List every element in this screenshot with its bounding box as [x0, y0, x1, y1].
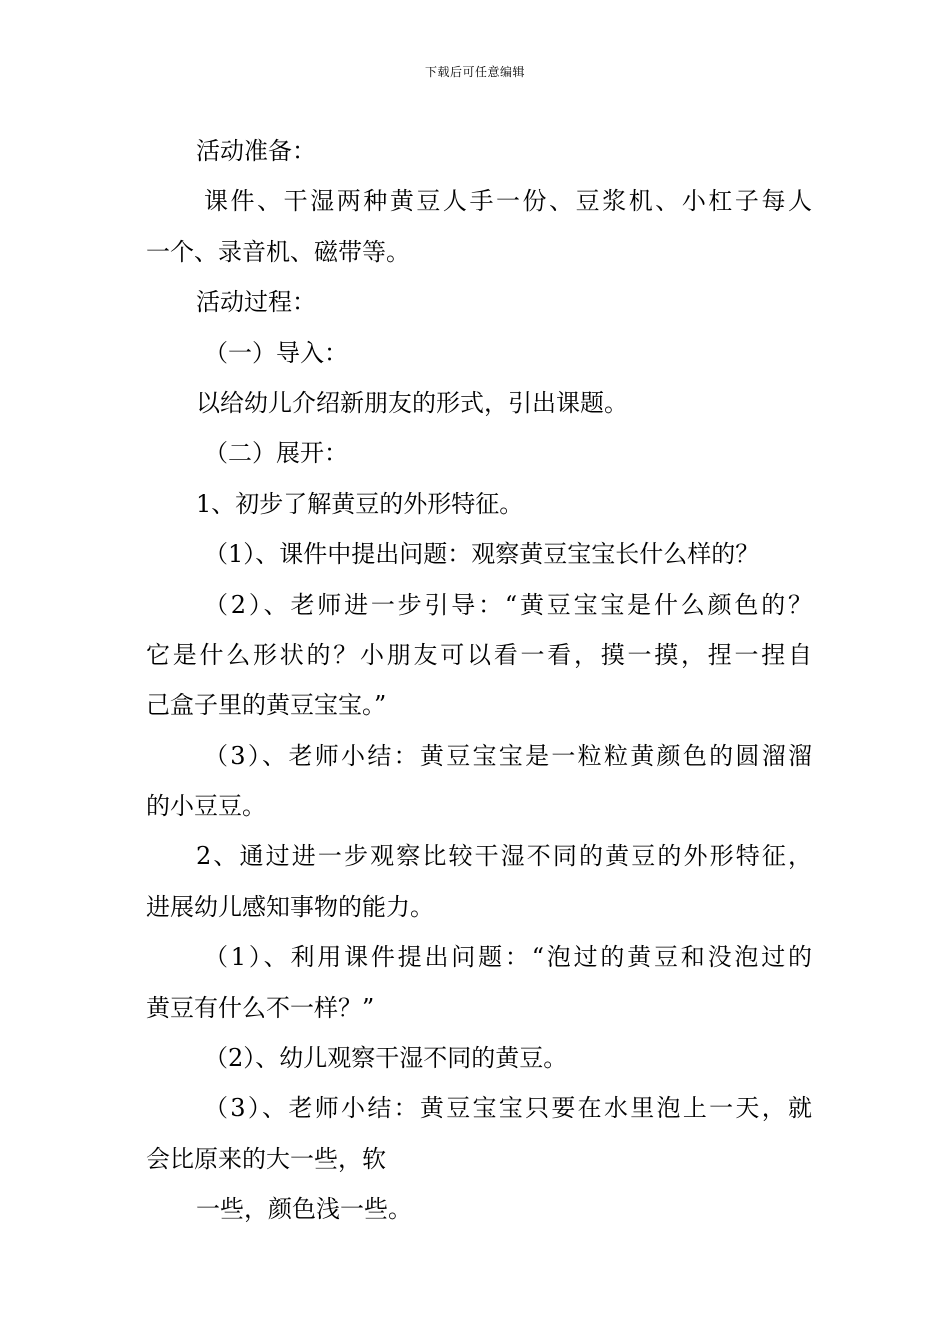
paragraph-line: （1）、课件中提出问题：观察黄豆宝宝长什么样的？ [204, 540, 760, 569]
paragraph-line: （3）、老师小结：黄豆宝宝是一粒粒黄颜色的圆溜溜 [204, 741, 812, 770]
paragraph-line: 课件、干湿两种黄豆人手一份、豆浆机、小杠子每人 [204, 187, 812, 216]
paragraph-line: 己盒子里的黄豆宝宝。” [146, 691, 387, 720]
paragraph-line: 一些，颜色浅一些。 [196, 1195, 412, 1224]
paragraph-line: 2、通过进一步观察比较干湿不同的黄豆的外形特征， [196, 842, 812, 871]
paragraph-line: （3）、老师小结：黄豆宝宝只要在水里泡上一天，就 [204, 1094, 812, 1123]
paragraph-line: 黄豆有什么不一样？” [146, 993, 375, 1022]
paragraph-line: （2）、老师进一步引导：“黄豆宝宝是什么颜色的？ [204, 590, 812, 619]
paragraph-line: 进展幼儿感知事物的能力。 [146, 892, 434, 921]
paragraph-line: 一个、录音机、磁带等。 [146, 237, 410, 266]
paragraph-line: 活动准备： [196, 137, 316, 165]
paragraph-line: （1）、利用课件提出问题：“泡过的黄豆和没泡过的 [204, 943, 812, 972]
paragraph-line: 以给幼儿介绍新朋友的形式，引出课题。 [196, 388, 628, 417]
document-body [146, 126, 812, 1235]
paragraph-line: 会比原来的大一些，软 [146, 1144, 386, 1173]
paragraph-line: （2）、幼儿观察干湿不同的黄豆。 [204, 1044, 568, 1073]
paragraph-line: 的小豆豆。 [146, 792, 266, 821]
paragraph-line: 它是什么形状的？小朋友可以看一看，摸一摸，捏一捏自 [146, 640, 812, 669]
paragraph-line: 活动过程： [196, 288, 316, 317]
paragraph-line: （二）展开： [204, 439, 348, 468]
page-header-note: 下载后可任意编辑 [424, 65, 525, 79]
paragraph-line: 1、初步了解黄豆的外形特征。 [196, 489, 524, 518]
paragraph-line: （一）导入： [204, 338, 348, 367]
